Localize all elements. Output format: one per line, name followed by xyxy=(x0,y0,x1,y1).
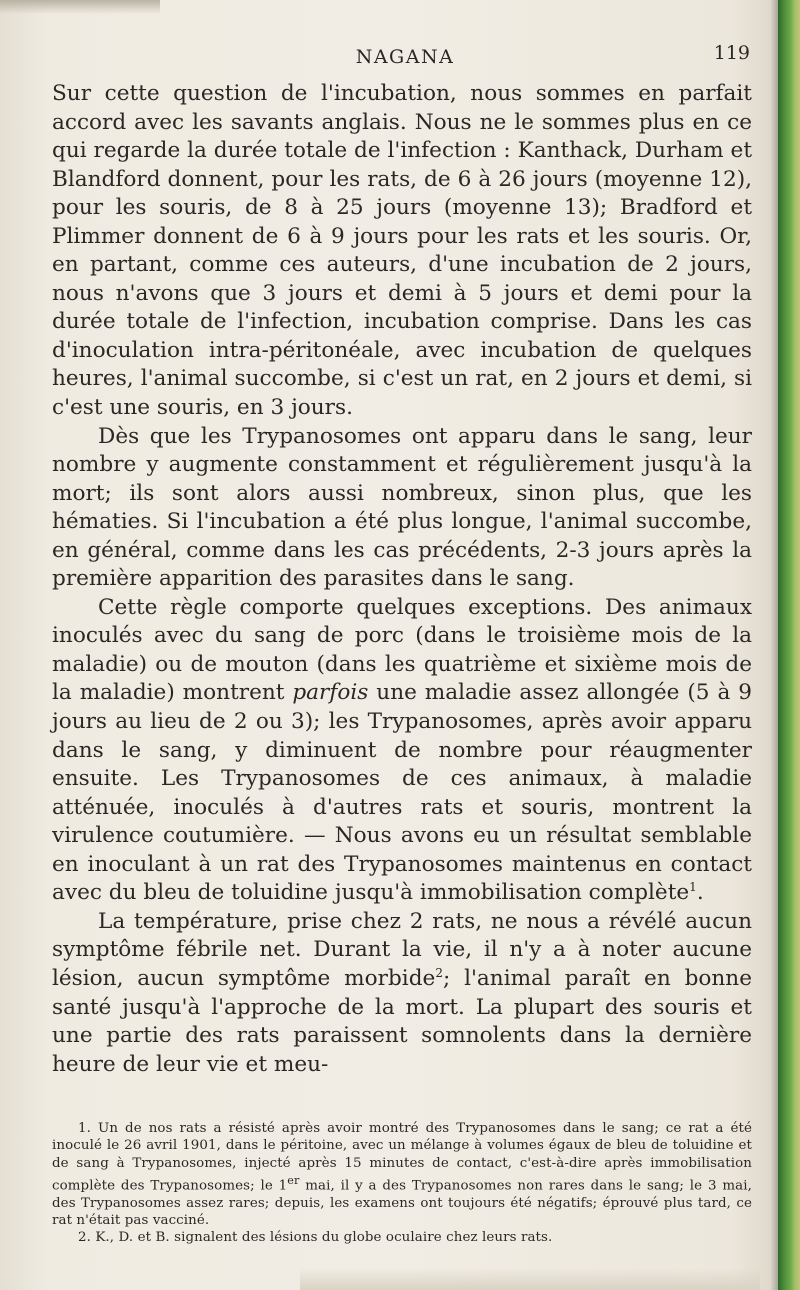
paragraph-text: Cette règle comporte quelques exceptions. Des animaux inoculés avec du sang de porc (dans le troisième mois de la maladie) ou de mouton (dans les quatrième et sixième mois de la maladie) montrent xyxy=(52,594,752,706)
paragraph-text: La température, prise chez 2 rats, ne nous a révélé aucun symptôme fébrile net. Durant la vie, il n'y a à noter aucune lésion, aucun symptôme morbide xyxy=(52,908,752,991)
footnote-text: 2. K., D. et B. signalent des lésions du globe oculaire chez leurs rats. xyxy=(78,1230,553,1246)
page-number: 119 xyxy=(713,42,750,64)
footnote-text: 1. Un de nos rats a résisté après avoir montré des Trypanosomes dans le sang; ce rat a été inoculé le 26 avril 1901, dans le péritoine, avec un mélange à volumes égaux de bleu de toluidine et de sang à Trypanosomes, injecté après 15 minutes de contact, c'est-à-dire après immobilisation complète des Trypanosomes; le 1 xyxy=(52,1121,752,1194)
page-header xyxy=(60,42,750,72)
paragraph-text: une maladie assez allongée (5 à 9 jours au lieu de 2 ou 3); les Trypanosomes, après avoir apparu dans le sang, y diminuent de nombre pour réaugmenter ensuite. Les Trypanosomes de ces animaux, à maladie atténuée, inoculés à d'autres rats et souris, montrent la virulence coutumière. — Nous avons eu un résultat semblable en inoculant à un rat des Trypanosomes maintenus en contact avec du bleu de toluidine jusqu'à immobilisation complète xyxy=(52,680,752,906)
running-title: NAGANA xyxy=(355,46,455,68)
paragraph-3 xyxy=(52,594,752,908)
paragraph-1 xyxy=(52,80,752,423)
main-text xyxy=(52,80,752,1079)
book-cover-edge xyxy=(778,0,800,1290)
paragraph-text: Dès que les Trypanosomes ont apparu dans le sang, leur nombre y augmente constamment et régulièrement jusqu'à la mort; ils sont alors aussi nombreux, sinon plus, que les hématies. Si l'incubation a été plus longue, l'animal succombe, en général, comme dans les cas précédents, 2-3 jours après la première apparition des parasites dans le sang. xyxy=(52,423,752,592)
footnote-1 xyxy=(52,1120,752,1229)
footnote-ref-1: 1 xyxy=(689,880,697,895)
footnote-2 xyxy=(52,1229,752,1246)
paragraph-text: Sur cette question de l'incubation, nous sommes en parfait accord avec les savants anglais. Nous ne le sommes plus en ce qui regarde la durée totale de l'infection : Kanthack, Durham et Blandford donnent, pour les rats, de 6 à 26 jours (moyenne 12), pour les souris, de 8 à 25 jours (moyenne 13); Bradford et Plimmer donnent de 6 à 9 jours pour les rats et les souris. Or, en partant, comme ces auteurs, d'une incubation de 2 jours, nous n'avons que 3 jours et demi à 5 jours et demi pour la durée totale de l'infection, incubation comprise. Dans les cas d'inoculation intra-péritonéale, avec incubation de quelques heures, l'animal succombe, si c'est un rat, en 2 jours et demi, si c'est une souris, en 3 jours. xyxy=(52,81,752,421)
paragraph-2 xyxy=(52,423,752,594)
paragraph-text: ; l'animal paraît en bonne santé jusqu'à l'approche de la mort. La plupart des souris et une partie des rats paraissent somnolents dans la dernière heure de leur vie et meu- xyxy=(52,965,752,1077)
footnote-text: mai, il y a des Trypanosomes non rares dans le sang; le 3 mai, des Trypanosomes assez rares; depuis, les examens ont toujours été négatifs; éprouvé plus tard, ce rat n'était pas vacciné. xyxy=(52,1178,752,1228)
paragraph-4 xyxy=(52,908,752,1079)
footnote-ref-2: 2 xyxy=(435,965,443,980)
footnotes xyxy=(52,1120,752,1247)
emphasis-parfois: parfois xyxy=(292,680,369,706)
page-curl-shadow xyxy=(0,0,160,14)
footnote-superscript: er xyxy=(287,1173,300,1187)
paragraph-text: . xyxy=(696,880,704,906)
page-fold-shadow xyxy=(300,1268,760,1290)
